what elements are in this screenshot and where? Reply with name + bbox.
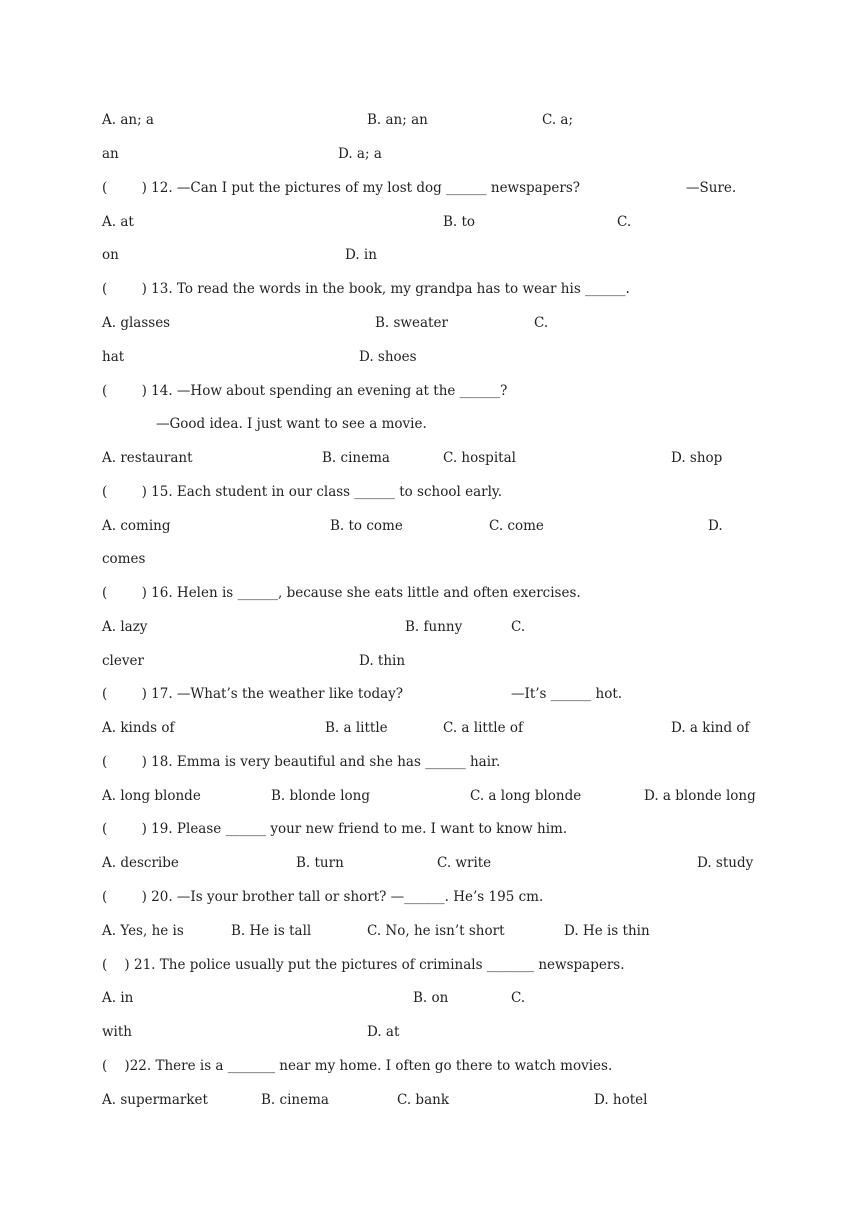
option-b: B. an; an [367,112,428,128]
question-text: ( ) 15. Each student in our class ______ to school early. [102,484,503,500]
line-q15-options [0,516,860,536]
option-a: A. describe [102,855,179,871]
line-q19-options [0,853,860,873]
question-text: ( ) 13. To read the words in the book, my grandpa has to wear his ______. [102,281,630,297]
option-c: C. come [489,518,544,534]
option-d: D. in [345,247,377,263]
line-q21-options-cont [0,1022,860,1042]
question-16 [0,583,860,603]
line-q13-options [0,313,860,333]
question-text: ( ) 16. Helen is ______, because she eats little and often exercises. [102,585,581,601]
line-q11-options [0,110,860,130]
option-b: B. cinema [261,1092,329,1108]
option-a: A. long blonde [102,788,201,804]
question-reply: —Sure. [686,180,737,196]
option-a: A. supermarket [102,1092,208,1108]
option-b: B. on [413,990,449,1006]
question-text: ( )22. There is a _______ near my home. I often go there to watch movies. [102,1058,613,1074]
question-text: ( ) 21. The police usually put the pictures of criminals _______ newspapers. [102,957,625,973]
option-d: D. shop [671,450,723,466]
option-d: D. hotel [594,1092,648,1108]
option-a: A. restaurant [102,450,193,466]
option-b: B. to come [330,518,403,534]
option-c-text: on [102,247,119,263]
option-d-text: comes [102,551,146,567]
question-20 [0,887,860,907]
question-text: ( ) 18. Emma is very beautiful and she has ______ hair. [102,754,501,770]
option-d: D. at [367,1024,400,1040]
option-b: B. funny [405,619,463,635]
option-c: C. write [437,855,492,871]
question-12 [0,178,860,198]
question-text: ( ) 14. —How about spending an evening at the ______? [102,383,508,399]
question-text: ( ) 20. —Is your brother tall or short? —______. He’s 195 cm. [102,889,544,905]
option-a: A. coming [102,518,171,534]
line-q12-options [0,212,860,232]
option-a: A. an; a [102,112,154,128]
question-15 [0,482,860,502]
option-a: A. Yes, he is [102,923,184,939]
option-b: B. sweater [375,315,448,331]
option-b: B. blonde long [271,788,370,804]
option-c: C. bank [397,1092,449,1108]
option-c: C. No, he isn’t short [367,923,505,939]
question-text: ( ) 19. Please ______ your new friend to me. I want to know him. [102,821,568,837]
option-b: B. to [443,214,476,230]
option-d: D. study [697,855,754,871]
line-q18-options [0,786,860,806]
question-21 [0,955,860,975]
question-14 [0,381,860,401]
option-c-label: C. [617,214,632,230]
option-c: C. hospital [443,450,516,466]
question-14-reply [0,414,860,434]
question-reply: —It’s ______ hot. [511,686,623,702]
line-q21-options [0,988,860,1008]
option-c: C. a long blonde [470,788,582,804]
option-d: D. He is thin [564,923,650,939]
option-c-text: hat [102,349,125,365]
option-d: D. shoes [359,349,417,365]
option-b: B. a little [325,720,388,736]
question-reply: —Good idea. I just want to see a movie. [156,416,427,432]
option-b: B. cinema [322,450,390,466]
question-17 [0,684,860,704]
option-c-label: C. [511,619,526,635]
option-a: A. kinds of [102,720,175,736]
option-d: D. a kind of [671,720,750,736]
option-b: B. He is tall [231,923,312,939]
option-c-label: C. [511,990,526,1006]
question-22 [0,1056,860,1076]
line-q17-options [0,718,860,738]
question-19 [0,819,860,839]
question-text: ( ) 12. —Can I put the pictures of my lost dog ______ newspapers? [102,180,580,196]
option-c-text: with [102,1024,132,1040]
option-a: A. lazy [102,619,148,635]
option-a: A. at [102,214,134,230]
option-c-text: an [102,146,119,162]
option-b: B. turn [296,855,344,871]
question-18 [0,752,860,772]
option-a: A. glasses [102,315,171,331]
option-c-label: C. [534,315,549,331]
line-q14-options [0,448,860,468]
line-q13-options-cont [0,347,860,367]
question-13 [0,279,860,299]
question-text: ( ) 17. —What’s the weather like today? [102,686,404,702]
option-c-text: clever [102,653,144,669]
line-q16-options [0,617,860,637]
line-q20-options [0,921,860,941]
option-d: D. a; a [338,146,382,162]
line-q22-options [0,1090,860,1110]
line-q12-options-cont [0,245,860,265]
line-q11-options-cont [0,144,860,164]
line-q16-options-cont [0,651,860,671]
option-c: C. a little of [443,720,523,736]
option-d: D. thin [359,653,406,669]
option-d: D. a blonde long [644,788,756,804]
option-a: A. in [102,990,134,1006]
option-c-label: C. a; [542,112,574,128]
line-q15-options-cont [0,549,860,569]
option-d-label: D. [708,518,723,534]
